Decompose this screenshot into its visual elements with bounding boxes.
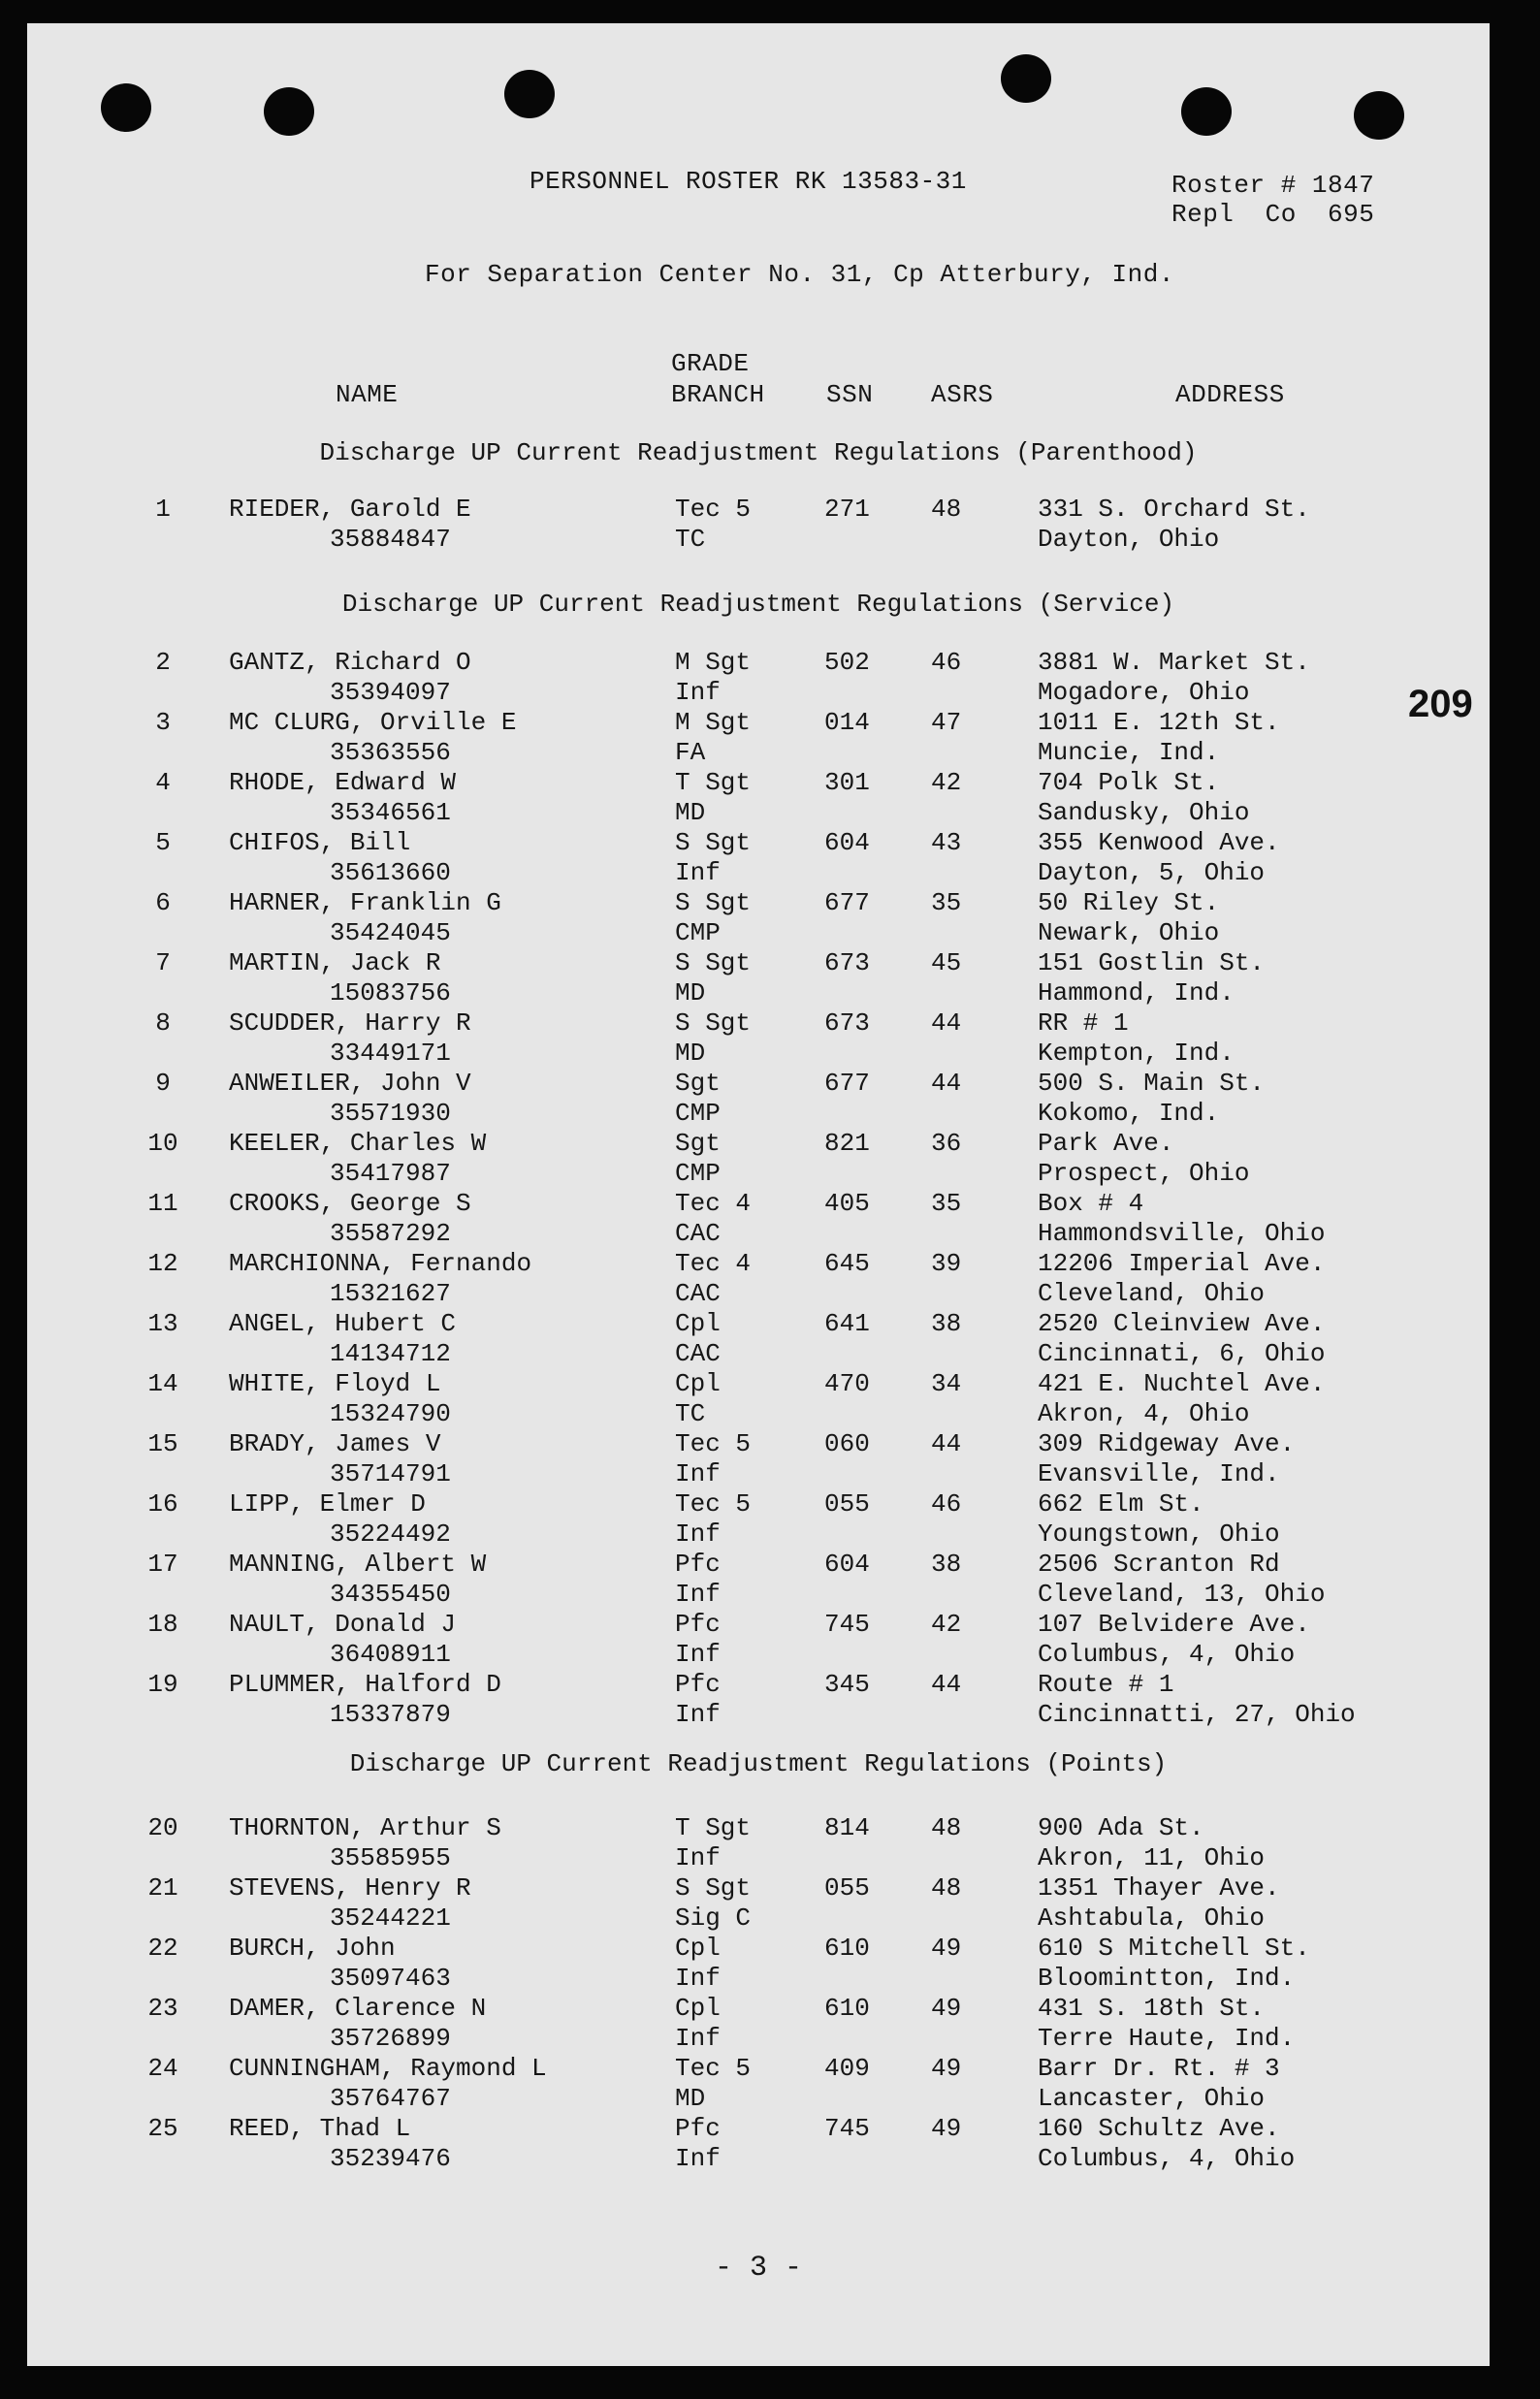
ssn: 502 [824, 648, 870, 677]
address-line-2: Prospect, Ohio [1038, 1159, 1250, 1188]
asrs-score: 44 [931, 1069, 962, 1098]
grade: S Sgt [675, 888, 752, 917]
person-name: LIPP, Elmer D [229, 1489, 426, 1519]
asrs-score: 46 [931, 648, 962, 677]
roster-row [27, 1550, 1490, 1610]
branch: Inf [675, 1580, 721, 1609]
branch: CMP [675, 1159, 721, 1188]
address-line-2: Dayton, 5, Ohio [1038, 858, 1266, 887]
row-number: 17 [147, 1550, 178, 1579]
asrs-score: 47 [931, 708, 962, 737]
ssn: 673 [824, 948, 870, 977]
address-line-2: Hammondsville, Ohio [1038, 1219, 1326, 1248]
asrs-score: 49 [931, 2054, 962, 2083]
asrs-score: 38 [931, 1309, 962, 1338]
person-name: MANNING, Albert W [229, 1550, 487, 1579]
ssn: 610 [824, 1934, 870, 1963]
roster-row [27, 648, 1490, 708]
roster-row [27, 1129, 1490, 1189]
branch: Inf [675, 678, 721, 707]
person-name: NAULT, Donald J [229, 1610, 457, 1639]
person-name: RIEDER, Garold E [229, 495, 471, 524]
serial-number: 36408911 [330, 1640, 451, 1669]
grade: Tec 4 [675, 1249, 752, 1278]
address-line-2: Akron, 11, Ohio [1038, 1843, 1266, 1872]
roster-row [27, 1249, 1490, 1309]
address-line-2: Akron, 4, Ohio [1038, 1399, 1250, 1428]
row-number: 7 [155, 948, 171, 977]
roster-row [27, 1610, 1490, 1670]
serial-number: 35571930 [330, 1099, 451, 1128]
ssn: 014 [824, 708, 870, 737]
branch: MD [675, 2084, 706, 2113]
address-line-2: Youngstown, Ohio [1038, 1519, 1280, 1549]
branch: Inf [675, 1519, 721, 1549]
ssn: 821 [824, 1129, 870, 1158]
branch: Inf [675, 1700, 721, 1729]
address-line-1: 50 Riley St. [1038, 888, 1220, 917]
person-name: MC CLURG, Orville E [229, 708, 517, 737]
grade: Pfc [675, 1670, 721, 1699]
serial-number: 15337879 [330, 1700, 451, 1729]
serial-number: 35224492 [330, 1519, 451, 1549]
address-line-2: Sandusky, Ohio [1038, 798, 1250, 827]
row-number: 25 [147, 2114, 178, 2143]
address-line-1: 355 Kenwood Ave. [1038, 828, 1280, 857]
grade: Tec 5 [675, 495, 752, 524]
address-line-1: 2520 Cleinview Ave. [1038, 1309, 1326, 1338]
address-line-1: 2506 Scranton Rd [1038, 1550, 1280, 1579]
person-name: MARTIN, Jack R [229, 948, 441, 977]
ssn: 745 [824, 1610, 870, 1639]
serial-number: 35424045 [330, 918, 451, 947]
roster-row [27, 1489, 1490, 1550]
page-number: - 3 - [714, 2252, 802, 2285]
ssn: 405 [824, 1189, 870, 1218]
address-line-1: 431 S. 18th St. [1038, 1994, 1266, 2023]
address-line-1: 151 Gostlin St. [1038, 948, 1266, 977]
address-line-2: Ashtabula, Ohio [1038, 1903, 1266, 1933]
grade: Cpl [675, 1369, 721, 1398]
grade: Tec 4 [675, 1189, 752, 1218]
person-name: PLUMMER, Halford D [229, 1670, 501, 1699]
serial-number: 35346561 [330, 798, 451, 827]
asrs-score: 36 [931, 1129, 962, 1158]
address-line-2: Newark, Ohio [1038, 918, 1220, 947]
col-ssn-header: SSN [826, 380, 874, 409]
person-name: ANWEILER, John V [229, 1069, 471, 1098]
col-name-header: NAME [336, 380, 399, 409]
branch: MD [675, 798, 706, 827]
address-line-1: 500 S. Main St. [1038, 1069, 1266, 1098]
grade: M Sgt [675, 648, 752, 677]
row-number: 10 [147, 1129, 178, 1158]
person-name: CROOKS, George S [229, 1189, 471, 1218]
col-address-header: ADDRESS [1175, 380, 1285, 409]
asrs-score: 44 [931, 1429, 962, 1458]
serial-number: 35726899 [330, 2024, 451, 2053]
roster-row [27, 1670, 1490, 1730]
person-name: RHODE, Edward W [229, 768, 457, 797]
address-line-2: Kempton, Ind. [1038, 1039, 1235, 1068]
branch: Sig C [675, 1903, 752, 1933]
grade: Tec 5 [675, 1489, 752, 1519]
address-line-1: Park Ave. [1038, 1129, 1174, 1158]
serial-number: 15321627 [330, 1279, 451, 1308]
person-name: GANTZ, Richard O [229, 648, 471, 677]
roster-subtitle: For Separation Center No. 31, Cp Atterbury, Ind. [425, 260, 1174, 289]
row-number: 3 [155, 708, 171, 737]
address-line-1: 309 Ridgeway Ave. [1038, 1429, 1296, 1458]
person-name: ANGEL, Hubert C [229, 1309, 457, 1338]
address-line-2: Kokomo, Ind. [1038, 1099, 1220, 1128]
row-number: 1 [155, 495, 171, 524]
ssn: 814 [824, 1813, 870, 1842]
ssn: 055 [824, 1489, 870, 1519]
address-line-2: Cincinnati, 6, Ohio [1038, 1339, 1326, 1368]
row-number: 24 [147, 2054, 178, 2083]
roster-row [27, 495, 1490, 555]
roster-row [27, 1369, 1490, 1429]
roster-number: Roster # 1847 [1171, 171, 1375, 200]
grade: S Sgt [675, 1873, 752, 1903]
roster-page [27, 23, 1490, 2366]
person-name: BURCH, John [229, 1934, 396, 1963]
asrs-score: 42 [931, 768, 962, 797]
address-line-2: Terre Haute, Ind. [1038, 2024, 1296, 2053]
grade: Sgt [675, 1129, 721, 1158]
address-line-1: 421 E. Nuchtel Ave. [1038, 1369, 1326, 1398]
row-number: 6 [155, 888, 171, 917]
branch: CAC [675, 1279, 721, 1308]
ssn: 271 [824, 495, 870, 524]
ssn: 604 [824, 1550, 870, 1579]
person-name: REED, Thad L [229, 2114, 411, 2143]
address-line-1: 3881 W. Market St. [1038, 648, 1310, 677]
roster-row [27, 1189, 1490, 1249]
punch-hole [1001, 54, 1051, 103]
person-name: MARCHIONNA, Fernando [229, 1249, 532, 1278]
punch-hole [101, 83, 151, 132]
branch: CAC [675, 1219, 721, 1248]
address-line-2: Hammond, Ind. [1038, 978, 1235, 1008]
address-line-2: Cincinnatti, 27, Ohio [1038, 1700, 1356, 1729]
address-line-1: Barr Dr. Rt. # 3 [1038, 2054, 1280, 2083]
roster-row [27, 1309, 1490, 1369]
serial-number: 35394097 [330, 678, 451, 707]
ssn: 055 [824, 1873, 870, 1903]
serial-number: 35884847 [330, 525, 451, 554]
address-line-2: Muncie, Ind. [1038, 738, 1220, 767]
grade: Cpl [675, 1309, 721, 1338]
ssn: 345 [824, 1670, 870, 1699]
asrs-score: 42 [931, 1610, 962, 1639]
col-branch-header: BRANCH [671, 380, 765, 409]
row-number: 15 [147, 1429, 178, 1458]
person-name: CHIFOS, Bill [229, 828, 411, 857]
roster-row [27, 2054, 1490, 2114]
serial-number: 14134712 [330, 1339, 451, 1368]
roster-row [27, 2114, 1490, 2174]
branch: CMP [675, 918, 721, 947]
row-number: 18 [147, 1610, 178, 1639]
branch: FA [675, 738, 706, 767]
asrs-score: 35 [931, 888, 962, 917]
address-line-2: Lancaster, Ohio [1038, 2084, 1266, 2113]
address-line-1: 1351 Thayer Ave. [1038, 1873, 1280, 1903]
branch: Inf [675, 2024, 721, 2053]
address-line-1: 704 Polk St. [1038, 768, 1220, 797]
ssn: 745 [824, 2114, 870, 2143]
serial-number: 35363556 [330, 738, 451, 767]
ssn: 409 [824, 2054, 870, 2083]
ssn: 470 [824, 1369, 870, 1398]
roster-row [27, 1008, 1490, 1069]
address-line-2: Cleveland, Ohio [1038, 1279, 1266, 1308]
punch-hole [1354, 91, 1404, 140]
serial-number: 35097463 [330, 1964, 451, 1993]
section-heading: Discharge UP Current Readjustment Regulations (Parenthood) [319, 438, 1198, 467]
roster-row [27, 1934, 1490, 1994]
roster-row [27, 1069, 1490, 1129]
serial-number: 33449171 [330, 1039, 451, 1068]
row-number: 13 [147, 1309, 178, 1338]
branch: CAC [675, 1339, 721, 1368]
branch: Inf [675, 2144, 721, 2173]
row-number: 12 [147, 1249, 178, 1278]
branch: MD [675, 1039, 706, 1068]
asrs-score: 38 [931, 1550, 962, 1579]
repl-company: Repl Co 695 [1171, 200, 1375, 229]
branch: TC [675, 525, 706, 554]
grade: Pfc [675, 1610, 721, 1639]
row-number: 11 [147, 1189, 178, 1218]
address-line-1: 662 Elm St. [1038, 1489, 1204, 1519]
row-number: 22 [147, 1934, 178, 1963]
roster-row [27, 1429, 1490, 1489]
branch: CMP [675, 1099, 721, 1128]
roster-row [27, 1994, 1490, 2054]
row-number: 14 [147, 1369, 178, 1398]
ssn: 060 [824, 1429, 870, 1458]
ssn: 604 [824, 828, 870, 857]
person-name: THORNTON, Arthur S [229, 1813, 501, 1842]
ssn: 677 [824, 888, 870, 917]
serial-number: 34355450 [330, 1580, 451, 1609]
asrs-score: 49 [931, 1994, 962, 2023]
serial-number: 35417987 [330, 1159, 451, 1188]
serial-number: 35585955 [330, 1843, 451, 1872]
person-name: WHITE, Floyd L [229, 1369, 441, 1398]
roster-row [27, 1813, 1490, 1873]
row-number: 9 [155, 1069, 171, 1098]
roster-row [27, 768, 1490, 828]
row-number: 16 [147, 1489, 178, 1519]
serial-number: 35587292 [330, 1219, 451, 1248]
section-heading: Discharge UP Current Readjustment Regulations (Points) [349, 1749, 1168, 1778]
address-line-1: 331 S. Orchard St. [1038, 495, 1310, 524]
branch: Inf [675, 1964, 721, 1993]
asrs-score: 49 [931, 2114, 962, 2143]
serial-number: 15324790 [330, 1399, 451, 1428]
ssn: 610 [824, 1994, 870, 2023]
grade: S Sgt [675, 828, 752, 857]
branch: MD [675, 978, 706, 1008]
address-line-1: 1011 E. 12th St. [1038, 708, 1280, 737]
address-line-1: 610 S Mitchell St. [1038, 1934, 1310, 1963]
person-name: SCUDDER, Harry R [229, 1008, 471, 1038]
address-line-1: 12206 Imperial Ave. [1038, 1249, 1326, 1278]
ssn: 301 [824, 768, 870, 797]
grade: T Sgt [675, 768, 752, 797]
serial-number: 35764767 [330, 2084, 451, 2113]
grade: M Sgt [675, 708, 752, 737]
asrs-score: 45 [931, 948, 962, 977]
roster-row [27, 948, 1490, 1008]
asrs-score: 48 [931, 1873, 962, 1903]
address-line-1: 900 Ada St. [1038, 1813, 1204, 1842]
grade: Sgt [675, 1069, 721, 1098]
roster-title: PERSONNEL ROSTER RK 13583-31 [529, 167, 967, 196]
ssn: 677 [824, 1069, 870, 1098]
asrs-score: 43 [931, 828, 962, 857]
serial-number: 35613660 [330, 858, 451, 887]
address-line-1: Box # 4 [1038, 1189, 1144, 1218]
row-number: 5 [155, 828, 171, 857]
branch: Inf [675, 1843, 721, 1872]
margin-number: 209 [1408, 683, 1473, 725]
person-name: BRADY, James V [229, 1429, 441, 1458]
address-line-2: Mogadore, Ohio [1038, 678, 1250, 707]
col-grade-header: GRADE [671, 349, 750, 378]
branch: Inf [675, 1640, 721, 1669]
asrs-score: 49 [931, 1934, 962, 1963]
person-name: STEVENS, Henry R [229, 1873, 471, 1903]
ssn: 645 [824, 1249, 870, 1278]
address-line-2: Bloomintton, Ind. [1038, 1964, 1296, 1993]
grade: T Sgt [675, 1813, 752, 1842]
person-name: HARNER, Franklin G [229, 888, 501, 917]
grade: S Sgt [675, 948, 752, 977]
section-heading: Discharge UP Current Readjustment Regulations (Service) [341, 590, 1175, 619]
serial-number: 15083756 [330, 978, 451, 1008]
grade: Cpl [675, 1934, 721, 1963]
punch-hole [504, 70, 555, 118]
address-line-2: Columbus, 4, Ohio [1038, 2144, 1296, 2173]
address-line-2: Columbus, 4, Ohio [1038, 1640, 1296, 1669]
address-line-1: 107 Belvidere Ave. [1038, 1610, 1310, 1639]
person-name: KEELER, Charles W [229, 1129, 487, 1158]
asrs-score: 48 [931, 1813, 962, 1842]
row-number: 21 [147, 1873, 178, 1903]
row-number: 4 [155, 768, 171, 797]
roster-row [27, 828, 1490, 888]
roster-row [27, 1873, 1490, 1934]
grade: Tec 5 [675, 1429, 752, 1458]
row-number: 20 [147, 1813, 178, 1842]
asrs-score: 35 [931, 1189, 962, 1218]
punch-hole [1181, 87, 1232, 136]
branch: TC [675, 1399, 706, 1428]
ssn: 641 [824, 1309, 870, 1338]
address-line-1: RR # 1 [1038, 1008, 1129, 1038]
grade: Pfc [675, 2114, 721, 2143]
roster-row [27, 708, 1490, 768]
serial-number: 35239476 [330, 2144, 451, 2173]
branch: Inf [675, 858, 721, 887]
grade: Tec 5 [675, 2054, 752, 2083]
row-number: 19 [147, 1670, 178, 1699]
asrs-score: 48 [931, 495, 962, 524]
punch-hole [264, 87, 314, 136]
asrs-score: 34 [931, 1369, 962, 1398]
grade: Cpl [675, 1994, 721, 2023]
row-number: 8 [155, 1008, 171, 1038]
row-number: 23 [147, 1994, 178, 2023]
person-name: CUNNINGHAM, Raymond L [229, 2054, 547, 2083]
asrs-score: 44 [931, 1008, 962, 1038]
address-line-1: 160 Schultz Ave. [1038, 2114, 1280, 2143]
col-asrs-header: ASRS [931, 380, 994, 409]
branch: Inf [675, 1459, 721, 1488]
address-line-2: Evansville, Ind. [1038, 1459, 1280, 1488]
serial-number: 35244221 [330, 1903, 451, 1933]
address-line-1: Route # 1 [1038, 1670, 1174, 1699]
grade: Pfc [675, 1550, 721, 1579]
row-number: 2 [155, 648, 171, 677]
serial-number: 35714791 [330, 1459, 451, 1488]
address-line-2: Cleveland, 13, Ohio [1038, 1580, 1326, 1609]
roster-row [27, 888, 1490, 948]
asrs-score: 44 [931, 1670, 962, 1699]
asrs-score: 46 [931, 1489, 962, 1519]
person-name: DAMER, Clarence N [229, 1994, 487, 2023]
grade: S Sgt [675, 1008, 752, 1038]
address-line-2: Dayton, Ohio [1038, 525, 1220, 554]
asrs-score: 39 [931, 1249, 962, 1278]
ssn: 673 [824, 1008, 870, 1038]
